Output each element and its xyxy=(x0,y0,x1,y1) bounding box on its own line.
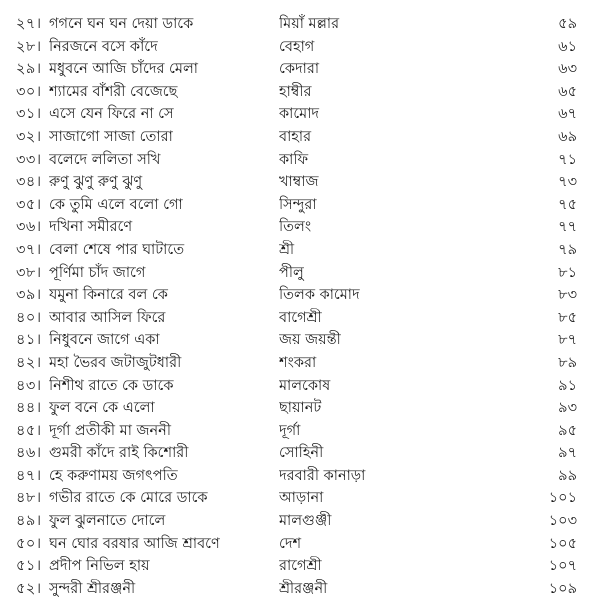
song-title: এসে যেন ফিরে না সে xyxy=(49,106,174,123)
page-number: ৮৭ xyxy=(558,332,577,349)
song-title: ফুল বনে কে এলো xyxy=(49,400,155,417)
toc-row xyxy=(16,442,577,465)
song-title: গগনে ঘন ঘন দেয়া ডাকে xyxy=(49,16,194,32)
song-title: দখিনা সমীরণে xyxy=(49,219,133,236)
song-title: যমুনা কিনারে বল কে xyxy=(49,287,168,304)
song-serial-number: ৪৪। xyxy=(16,400,42,417)
page-number: ৭৯ xyxy=(558,241,577,258)
song-title: মহা ভৈরব জটাজুটধারী xyxy=(49,354,182,371)
song-title: নিধুবনে জাগে একা xyxy=(49,332,160,349)
raga-name: দেশ xyxy=(279,535,302,552)
song-serial-number: ৪৮। xyxy=(16,490,42,507)
toc-row xyxy=(16,307,577,330)
raga-name: মালগুঞ্জী xyxy=(279,513,332,530)
song-title: মধুবনে আজি চাঁদের মেলা xyxy=(49,61,198,78)
raga-name: রাগেশ্রী xyxy=(279,558,322,575)
song-serial-number: ৩৫। xyxy=(16,196,42,213)
toc-row xyxy=(16,239,577,262)
song-title: সাজাগো সাজা তোরা xyxy=(49,128,173,145)
song-serial-number: ৩০। xyxy=(16,83,42,100)
song-serial-number: ৪৬। xyxy=(16,445,42,462)
page-number: ৬৫ xyxy=(558,83,577,100)
song-serial-number: ৫১। xyxy=(16,558,42,575)
song-serial-number: ৩৭। xyxy=(16,241,42,258)
page-number: ৮৯ xyxy=(558,354,577,371)
page-number: ৭৩ xyxy=(558,174,577,191)
song-title: বলেদে ললিতা সখি xyxy=(49,151,161,168)
toc-row xyxy=(16,555,577,578)
raga-name: বাহার xyxy=(279,128,312,145)
page-number: ৫৯ xyxy=(558,16,577,32)
toc-row xyxy=(16,194,577,217)
song-title: আবার আসিল ফিরে xyxy=(49,309,166,326)
toc-row xyxy=(16,81,577,104)
raga-name: বেহাগ xyxy=(279,38,315,55)
raga-name: কাফি xyxy=(279,151,309,168)
toc-row xyxy=(16,510,577,533)
raga-name: শ্রীরঞ্জনী xyxy=(279,580,328,597)
song-serial-number: ৪৩। xyxy=(16,377,42,394)
song-title: সুন্দরী শ্রীরঞ্জনী xyxy=(49,580,136,597)
song-title: পূর্ণিমা চাঁদ জাগে xyxy=(49,264,146,281)
song-serial-number: ২৯। xyxy=(16,61,42,78)
raga-name: শংকরা xyxy=(279,354,317,371)
page-number: ৮৫ xyxy=(558,309,577,326)
song-serial-number: ৪৫। xyxy=(16,422,42,439)
song-serial-number: ৪৭। xyxy=(16,467,42,484)
toc-row xyxy=(16,36,577,59)
raga-name: তিলক কামোদ xyxy=(279,287,360,304)
page-number: ৬৭ xyxy=(558,106,577,123)
page-number: ১০৫ xyxy=(548,535,577,552)
song-serial-number: ৩৮। xyxy=(16,264,42,281)
song-title: নিরজনে বসে কাঁদে xyxy=(49,38,158,55)
raga-name: কামোদ xyxy=(279,106,320,123)
song-serial-number: ৪৯। xyxy=(16,513,42,530)
toc-row xyxy=(16,13,577,36)
toc-row xyxy=(16,262,577,285)
raga-name: শ্রী xyxy=(279,241,295,258)
song-serial-number: ৪১। xyxy=(16,332,42,349)
page-number: ১০১ xyxy=(548,490,577,507)
toc-row xyxy=(16,533,577,556)
page-number: ৭৭ xyxy=(558,219,577,236)
toc-row xyxy=(16,171,577,194)
toc-row xyxy=(16,420,577,443)
page-number: ১০৩ xyxy=(548,513,577,530)
page-number: ৯৭ xyxy=(558,445,577,462)
song-serial-number: ৩৯। xyxy=(16,287,42,304)
raga-name: ছায়ানট xyxy=(279,400,322,417)
song-serial-number: ৫০। xyxy=(16,535,42,552)
raga-name: বাগেশ্রী xyxy=(279,309,322,326)
song-title: প্রদীপ নিভিল হায় xyxy=(49,558,150,575)
page-number: ৮৩ xyxy=(558,287,577,304)
song-title: শ্যামের বাঁশরী বেজেছে xyxy=(49,83,178,100)
song-serial-number: ৩১। xyxy=(16,106,42,123)
toc-row xyxy=(16,149,577,172)
song-title: গুমরী কাঁদে রাই কিশোরী xyxy=(49,445,189,462)
page-number: ৯৩ xyxy=(558,400,577,417)
raga-name: আড়ানা xyxy=(279,490,324,507)
raga-name: মালকোষ xyxy=(279,377,331,394)
toc-row xyxy=(16,284,577,307)
page-number: ৬৩ xyxy=(558,61,577,78)
toc-row xyxy=(16,216,577,239)
toc-row xyxy=(16,487,577,510)
song-serial-number: ৩২। xyxy=(16,128,42,145)
raga-name: দূর্গা xyxy=(279,422,301,439)
raga-name: হাম্বীর xyxy=(279,83,312,100)
toc-row xyxy=(16,126,577,149)
page-number: ৮১ xyxy=(558,264,577,281)
toc-row xyxy=(16,329,577,352)
toc-row xyxy=(16,58,577,81)
toc-row xyxy=(16,352,577,375)
raga-name: মিয়াঁ মল্লার xyxy=(279,16,340,32)
page-number: ১০৭ xyxy=(548,558,577,575)
page-number: ৭১ xyxy=(558,151,577,168)
song-serial-number: ৩৩। xyxy=(16,151,42,168)
song-title: ফুল ঝুলনাতে দোলে xyxy=(49,513,166,530)
raga-name: পীলু xyxy=(279,264,304,281)
song-title: গভীর রাতে কে মোরে ডাকে xyxy=(49,490,208,507)
toc-row xyxy=(16,375,577,398)
song-serial-number: ২৭। xyxy=(16,16,42,32)
song-serial-number: ৩৬। xyxy=(16,219,42,236)
song-serial-number: ৪০। xyxy=(16,309,42,326)
page-number: ১০৯ xyxy=(548,580,577,597)
page-number: ৭৫ xyxy=(558,196,577,213)
song-title: দূর্গা প্রতীকী মা জননী xyxy=(49,422,171,439)
raga-name: কেদারা xyxy=(279,61,320,78)
song-serial-number: ৪২। xyxy=(16,354,42,371)
toc-row xyxy=(16,465,577,488)
song-title: রুণু ঝুণু রুণু ঝুণু xyxy=(49,174,143,191)
song-title: বেলা শেষে পার ঘাটাতে xyxy=(49,241,185,258)
raga-name: খাম্বাজ xyxy=(279,174,319,191)
toc-row xyxy=(16,103,577,126)
page-number: ৬৯ xyxy=(558,128,577,145)
song-title: হে করুণাময় জগৎপতি xyxy=(49,467,178,484)
page-number: ৯১ xyxy=(558,377,577,394)
song-serial-number: ৫২। xyxy=(16,580,42,597)
raga-name: জয় জয়ন্তী xyxy=(279,332,341,349)
page-number: ৯৯ xyxy=(558,467,577,484)
page-number: ৬১ xyxy=(558,38,577,55)
page-number: ৯৫ xyxy=(558,422,577,439)
song-serial-number: ২৮। xyxy=(16,38,42,55)
song-serial-number: ৩৪। xyxy=(16,174,42,191)
raga-name: সোহিনী xyxy=(279,445,324,462)
raga-name: দরবারী কানাড়া xyxy=(279,467,366,484)
song-title: কে তুমি এলে বলো গো xyxy=(49,196,183,213)
raga-name: সিন্দুরা xyxy=(279,196,317,213)
toc-row xyxy=(16,397,577,420)
raga-name: তিলং xyxy=(279,219,312,236)
song-index-list xyxy=(16,13,577,600)
song-title: ঘন ঘোর বরষার আজি শ্রাবণে xyxy=(49,535,220,552)
song-title: নিশীথ রাতে কে ডাকে xyxy=(49,377,174,394)
toc-row xyxy=(16,578,577,601)
